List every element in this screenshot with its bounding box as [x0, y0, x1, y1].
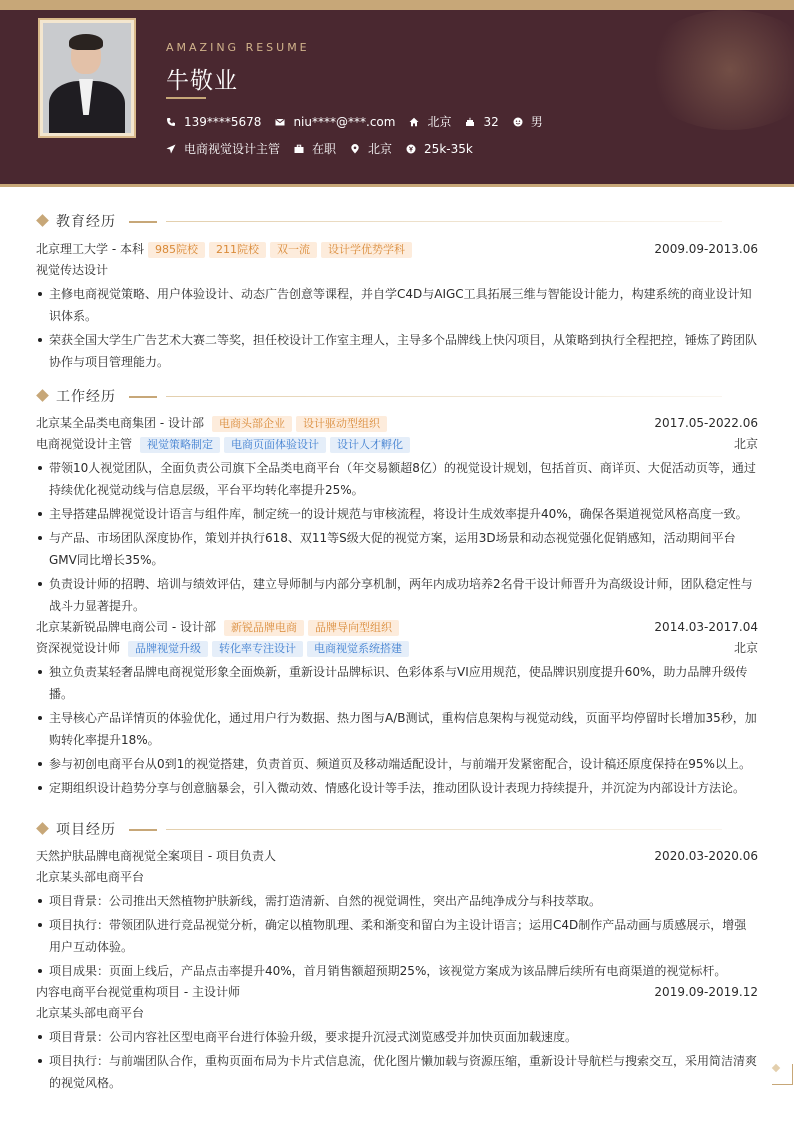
header-bottom-line [0, 184, 794, 187]
job-bullet: 定期组织设计趋势分享与创意脑暴会，引入微动效、情感化设计等手法，推动团队设计表现力持续提升，并沉淀为内部设计方法论。 [36, 777, 758, 799]
project-title-row [36, 846, 758, 867]
project-name: 内容电商平台视觉重构项目 - 主设计师 [36, 985, 240, 999]
name-underline [166, 97, 206, 99]
contact-age [465, 115, 498, 129]
contact-phone [166, 115, 261, 129]
project-org: 北京某头部电商平台 [36, 870, 145, 884]
salary-icon [406, 144, 416, 154]
education-heading [36, 211, 758, 231]
company-name: 北京某新锐品牌电商公司 - 设计部 [36, 620, 216, 634]
school-tag: 985院校 [148, 242, 205, 258]
position-tag: 视觉策略制定 [140, 437, 220, 453]
position-tag: 设计人才孵化 [330, 437, 410, 453]
contact-phone-text: 139****5678 [184, 114, 262, 129]
position-tag: 转化率专注设计 [212, 641, 303, 657]
job-city [350, 140, 392, 157]
job-position-row [36, 638, 758, 659]
contact-age-text: 32 [483, 114, 499, 129]
project-org: 北京某头部电商平台 [36, 1006, 145, 1020]
school-tag: 211院校 [209, 242, 266, 258]
project-bullet: 项目背景：公司推出天然植物护肤新线，需打造清新、自然的视觉调性，突出产品纯净成分与科技萃取。 [36, 890, 758, 912]
job-bullet: 负责设计师的招聘、培训与绩效评估，建立导师制与内部分享机制，两年内成功培养2名骨干设计师晋升为高级设计师，团队稳定性与战斗力显著提升。 [36, 573, 758, 617]
photo-hair [69, 34, 103, 50]
title-accent-line [129, 221, 157, 223]
company-tag: 设计驱动型组织 [296, 416, 387, 432]
profile-photo [38, 18, 136, 138]
candidate-name: 牛敬业 [166, 68, 238, 94]
briefcase-icon [294, 144, 304, 154]
job-status-text: 在职 [312, 142, 337, 156]
photo-image [43, 23, 131, 133]
job-company-row [36, 413, 758, 434]
job-company-row [36, 617, 758, 638]
job-salary-text: 25k-35k [424, 141, 473, 156]
job-city: 北京 [733, 437, 758, 451]
school-tag: 双一流 [270, 242, 317, 258]
education-bullet: 主修电商视觉策略、用户体验设计、动态广告创意等课程，并自学C4D与AIGC工具拓展三维与智能设计能力，构建系统的商业设计知识体系。 [36, 283, 758, 327]
job-date: 2014.03-2017.04 [654, 620, 758, 634]
contact-email-text: niu****@***.com [293, 114, 396, 129]
location-icon [350, 144, 360, 154]
work-section [36, 386, 758, 799]
school-name: 北京理工大学 - 本科 [36, 242, 144, 256]
position-tag: 品牌视觉升级 [128, 641, 208, 657]
position-tag: 电商视觉系统搭建 [307, 641, 409, 657]
project-bullet: 项目背景：公司内容社区型电商平台进行体验升级，要求提升沉浸式浏览感受并加快页面加载速度。 [36, 1026, 758, 1048]
projects-heading [36, 819, 758, 839]
company-tag: 电商头部企业 [212, 416, 292, 432]
section-title: 项目经历 [56, 822, 116, 838]
job-title: 资深视觉设计师 [36, 641, 121, 655]
job-position-row [36, 434, 758, 455]
resume-subtitle: AMAZING RESUME [166, 41, 310, 54]
title-accent-line [129, 829, 157, 831]
send-icon [166, 144, 176, 154]
job-city: 北京 [733, 641, 758, 655]
section-title: 教育经历 [56, 214, 116, 230]
position-tag: 电商页面体验设计 [224, 437, 326, 453]
diamond-icon [36, 214, 49, 227]
contact-row [166, 113, 557, 130]
contact-gender-text: 男 [530, 115, 543, 129]
project-org-row [36, 1003, 758, 1024]
work-heading [36, 386, 758, 406]
project-title-row [36, 982, 758, 1003]
project-date: 2020.03-2020.06 [654, 849, 758, 863]
job-status [294, 140, 336, 157]
gender-icon [513, 117, 523, 127]
major-row [36, 260, 758, 281]
title-divider [166, 221, 722, 222]
education-bullet: 荣获全国大学生广告艺术大赛二等奖，担任校设计工作室主理人，主导多个品牌线上快闪项目，从策略到执行全程把控，锤炼了跨团队协作与项目管理能力。 [36, 329, 758, 373]
school-row [36, 239, 758, 260]
major-name: 视觉传达设计 [36, 263, 109, 277]
education-section [36, 211, 758, 373]
job-bullet: 主导搭建品牌视觉设计语言与组件库，制定统一的设计规范与审核流程，将设计生成效率提升40%，确保各渠道视觉风格高度一致。 [36, 503, 758, 525]
project-bullet: 项目执行：与前端团队合作，重构页面布局为卡片式信息流，优化图片懒加载与资源压缩，重新设计导航栏与搜索交互，采用简洁清爽的视觉风格。 [36, 1050, 758, 1094]
project-date: 2019.09-2019.12 [654, 985, 758, 999]
job-bullet: 独立负责某轻奢品牌电商视觉形象全面焕新，重新设计品牌标识、色彩体系与VI应用规范，使品牌识别度提升60%，助力品牌升级传播。 [36, 661, 758, 705]
job-city-text: 北京 [368, 142, 393, 156]
contact-email [275, 115, 395, 129]
cake-icon [465, 117, 475, 127]
title-divider [166, 396, 722, 397]
diamond-icon [36, 389, 49, 402]
education-date: 2009.09-2013.06 [654, 242, 758, 256]
title-accent-line [129, 396, 157, 398]
job-intention-row [166, 140, 487, 157]
section-title: 工作经历 [56, 389, 116, 405]
contact-home-text: 北京 [427, 115, 452, 129]
top-gold-bar [0, 0, 794, 10]
project-name: 天然护肤品牌电商视觉全案项目 - 项目负责人 [36, 849, 276, 863]
corner-ornament [772, 1064, 793, 1085]
job-position-text: 电商视觉设计主管 [184, 142, 281, 156]
corner-diamond-icon [772, 1064, 780, 1072]
job-bullet: 参与初创电商平台从0到1的视觉搭建，负责首页、频道页及移动端适配设计，与前端开发紧密配合，设计稿还原度保持在95%以上。 [36, 753, 758, 775]
job-bullet: 带领10人视觉团队，全面负责公司旗下全品类电商平台（年交易额超8亿）的视觉设计规划，包括首页、商详页、大促活动页等，通过持续优化视觉动线与信息层级，平台平均转化率提升25%。 [36, 457, 758, 501]
title-divider [166, 829, 722, 830]
project-bullet: 项目执行：带领团队进行竞品视觉分析，确定以植物肌理、柔和渐变和留白为主设计语言；运用C4D制作产品动画与质感展示，增强用户互动体验。 [36, 914, 758, 958]
mail-icon [275, 117, 285, 127]
school-tag: 设计学优势学科 [321, 242, 412, 258]
job-title: 电商视觉设计主管 [36, 437, 133, 451]
job-date: 2017.05-2022.06 [654, 416, 758, 430]
contact-gender [513, 113, 543, 130]
header-glow [640, 10, 794, 130]
company-tag: 新锐品牌电商 [224, 620, 304, 636]
job-bullet: 与产品、市场团队深度协作，策划并执行618、双11等S级大促的视觉方案，运用3D场景和动态视觉强化促销感知，活动期间平台GMV同比增长35%。 [36, 527, 758, 571]
diamond-icon [36, 822, 49, 835]
job-bullet: 主导核心产品详情页的体验优化，通过用户行为数据、热力图与A/B测试，重构信息架构与视觉动线，页面平均停留时长增加35秒，加购转化率提升18%。 [36, 707, 758, 751]
home-icon [409, 117, 419, 127]
projects-section [36, 819, 758, 1094]
resume-header [0, 10, 794, 186]
project-org-row [36, 867, 758, 888]
company-tag: 品牌导向型组织 [308, 620, 399, 636]
job-position [166, 140, 280, 157]
job-salary [406, 142, 473, 156]
project-bullet: 项目成果：页面上线后，产品点击率提升40%，首月销售额超预期25%，该视觉方案成为该品牌后续所有电商渠道的视觉标杆。 [36, 960, 758, 982]
company-name: 北京某全品类电商集团 - 设计部 [36, 416, 204, 430]
phone-icon [166, 117, 176, 127]
contact-home [409, 113, 451, 130]
